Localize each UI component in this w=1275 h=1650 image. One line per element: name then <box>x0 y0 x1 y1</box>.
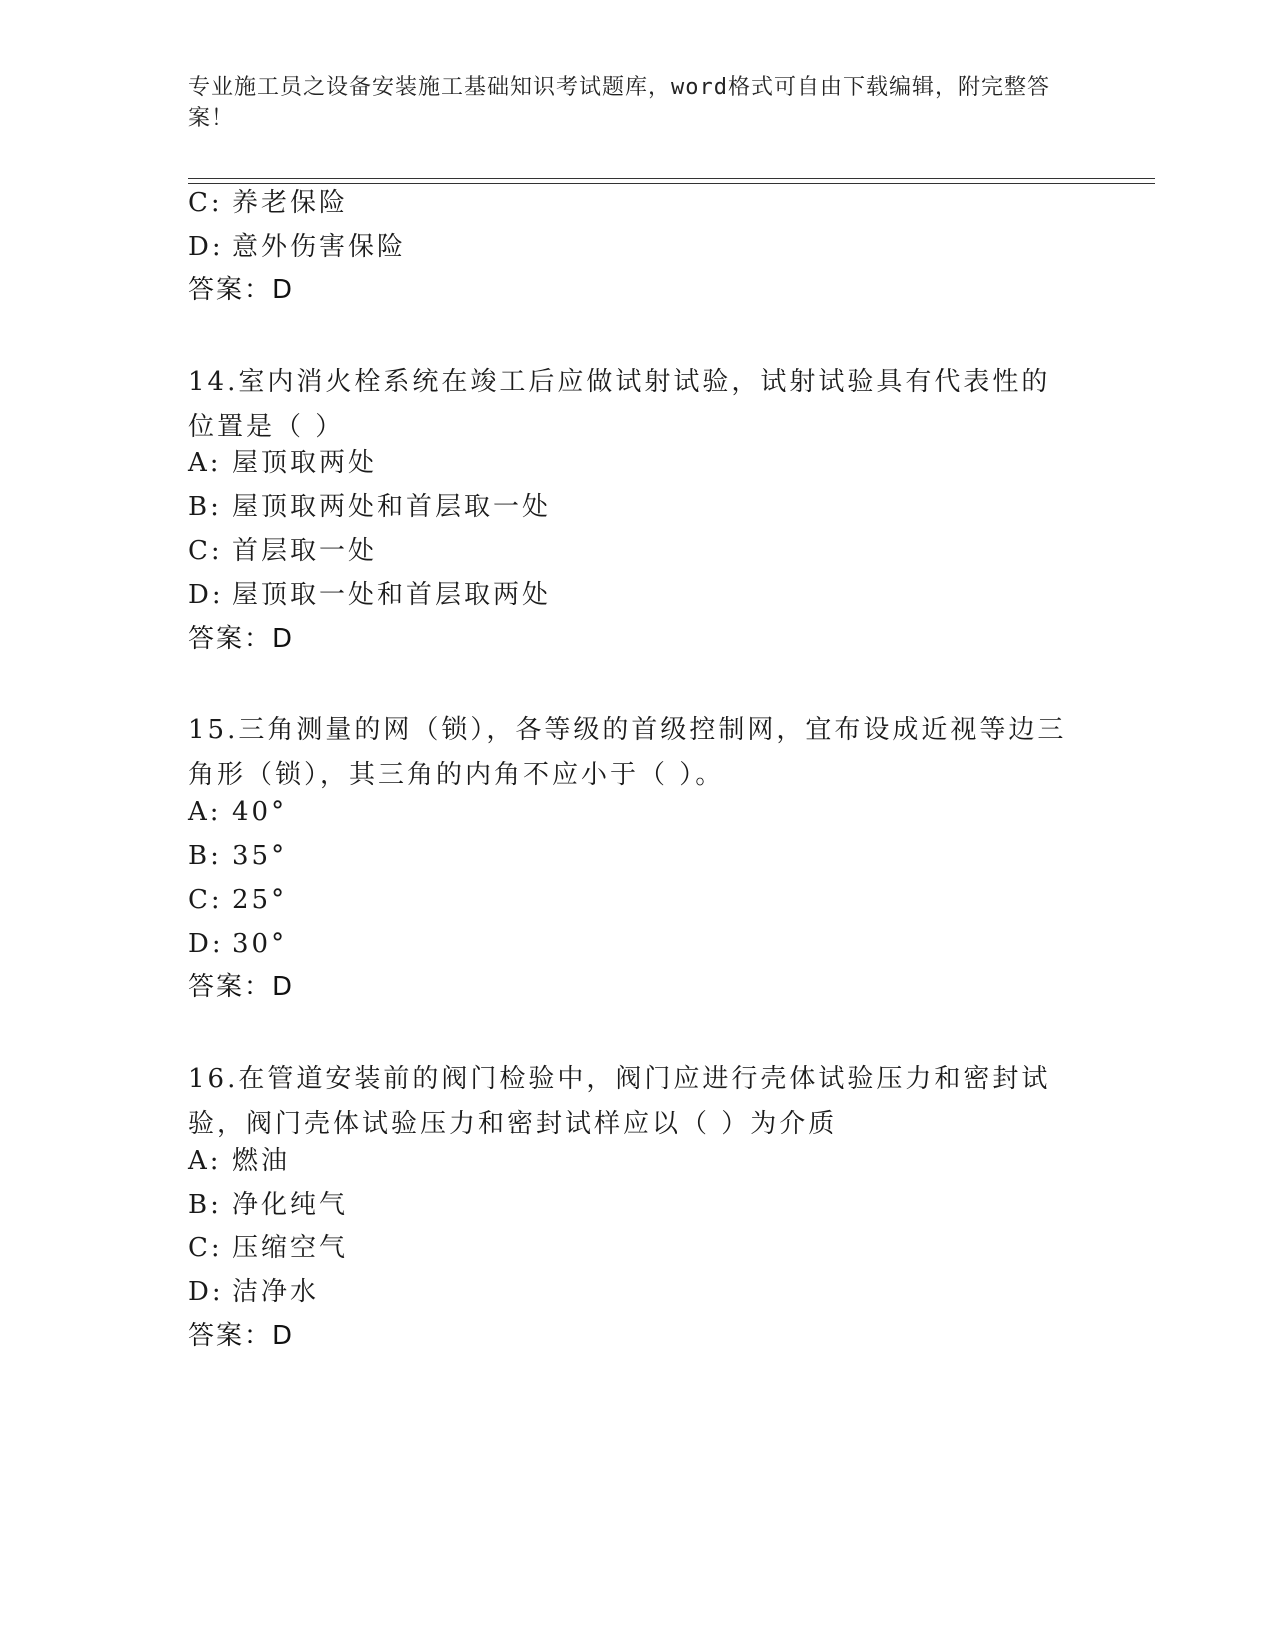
header-divider-top <box>188 178 1155 179</box>
answer-line: 答案：D <box>188 1321 295 1351</box>
question-stem: 16.在管道安装前的阀门检验中，阀门应进行壳体试验压力和密封试验，阀门壳体试验压力和密封试样应以（ ）为介质 <box>188 1064 1051 1139</box>
option-row <box>188 795 287 829</box>
option-row <box>188 927 287 961</box>
option-text: 30° <box>232 929 288 959</box>
option-row <box>188 534 377 568</box>
option-text: 35° <box>232 841 288 871</box>
option-label: C: <box>188 885 223 915</box>
option-text: 净化纯气 <box>232 1190 349 1220</box>
option-text: 养老保险 <box>232 188 349 218</box>
option-label: B: <box>188 1190 222 1220</box>
option-row <box>188 839 287 873</box>
option-row <box>188 1144 290 1178</box>
option-label: D: <box>188 929 224 959</box>
option-text: 25° <box>232 885 288 915</box>
header-divider-bottom <box>188 183 1155 184</box>
option-row <box>188 1231 348 1265</box>
option-text: 燃油 <box>232 1146 291 1176</box>
option-label: A: <box>188 1146 222 1176</box>
answer-line: 答案：D <box>188 972 295 1002</box>
option-row <box>188 1275 319 1309</box>
option-row <box>188 446 377 480</box>
option-text: 首层取一处 <box>232 536 378 566</box>
answer-line: 答案：D <box>188 624 295 654</box>
option-label: D: <box>188 1277 224 1307</box>
option-text: 洁净水 <box>232 1277 320 1307</box>
option-text: 40° <box>232 797 288 827</box>
answer-line: 答案：D <box>188 275 295 305</box>
option-row <box>188 578 551 612</box>
option-row <box>188 230 406 264</box>
question-stem: 14.室内消火栓系统在竣工后应做试射试验，试射试验具有代表性的位置是（ ） <box>188 367 1051 442</box>
option-label: C: <box>188 1233 223 1263</box>
option-row <box>188 186 348 220</box>
page-header: 专业施工员之设备安装施工基础知识考试题库，word格式可自由下载编辑，附完整答案！ <box>188 75 1050 131</box>
option-row <box>188 883 287 917</box>
option-text: 压缩空气 <box>232 1233 349 1263</box>
option-label: D: <box>188 232 224 262</box>
option-label: A: <box>188 448 222 478</box>
option-label: B: <box>188 841 222 871</box>
option-label: D: <box>188 580 224 610</box>
option-label: A: <box>188 797 222 827</box>
option-label: B: <box>188 492 222 522</box>
question-stem: 15.三角测量的网（锁），各等级的首级控制网，宜布设成近视等边三角形（锁），其三角的内角不应小于（ ）。 <box>188 715 1067 790</box>
option-text: 意外伤害保险 <box>232 232 407 262</box>
option-text: 屋顶取两处和首层取一处 <box>232 492 552 522</box>
option-row <box>188 490 551 524</box>
option-row <box>188 1188 348 1222</box>
option-label: C: <box>188 536 223 566</box>
option-label: C: <box>188 188 223 218</box>
option-text: 屋顶取一处和首层取两处 <box>232 580 552 610</box>
option-text: 屋顶取两处 <box>232 448 378 478</box>
